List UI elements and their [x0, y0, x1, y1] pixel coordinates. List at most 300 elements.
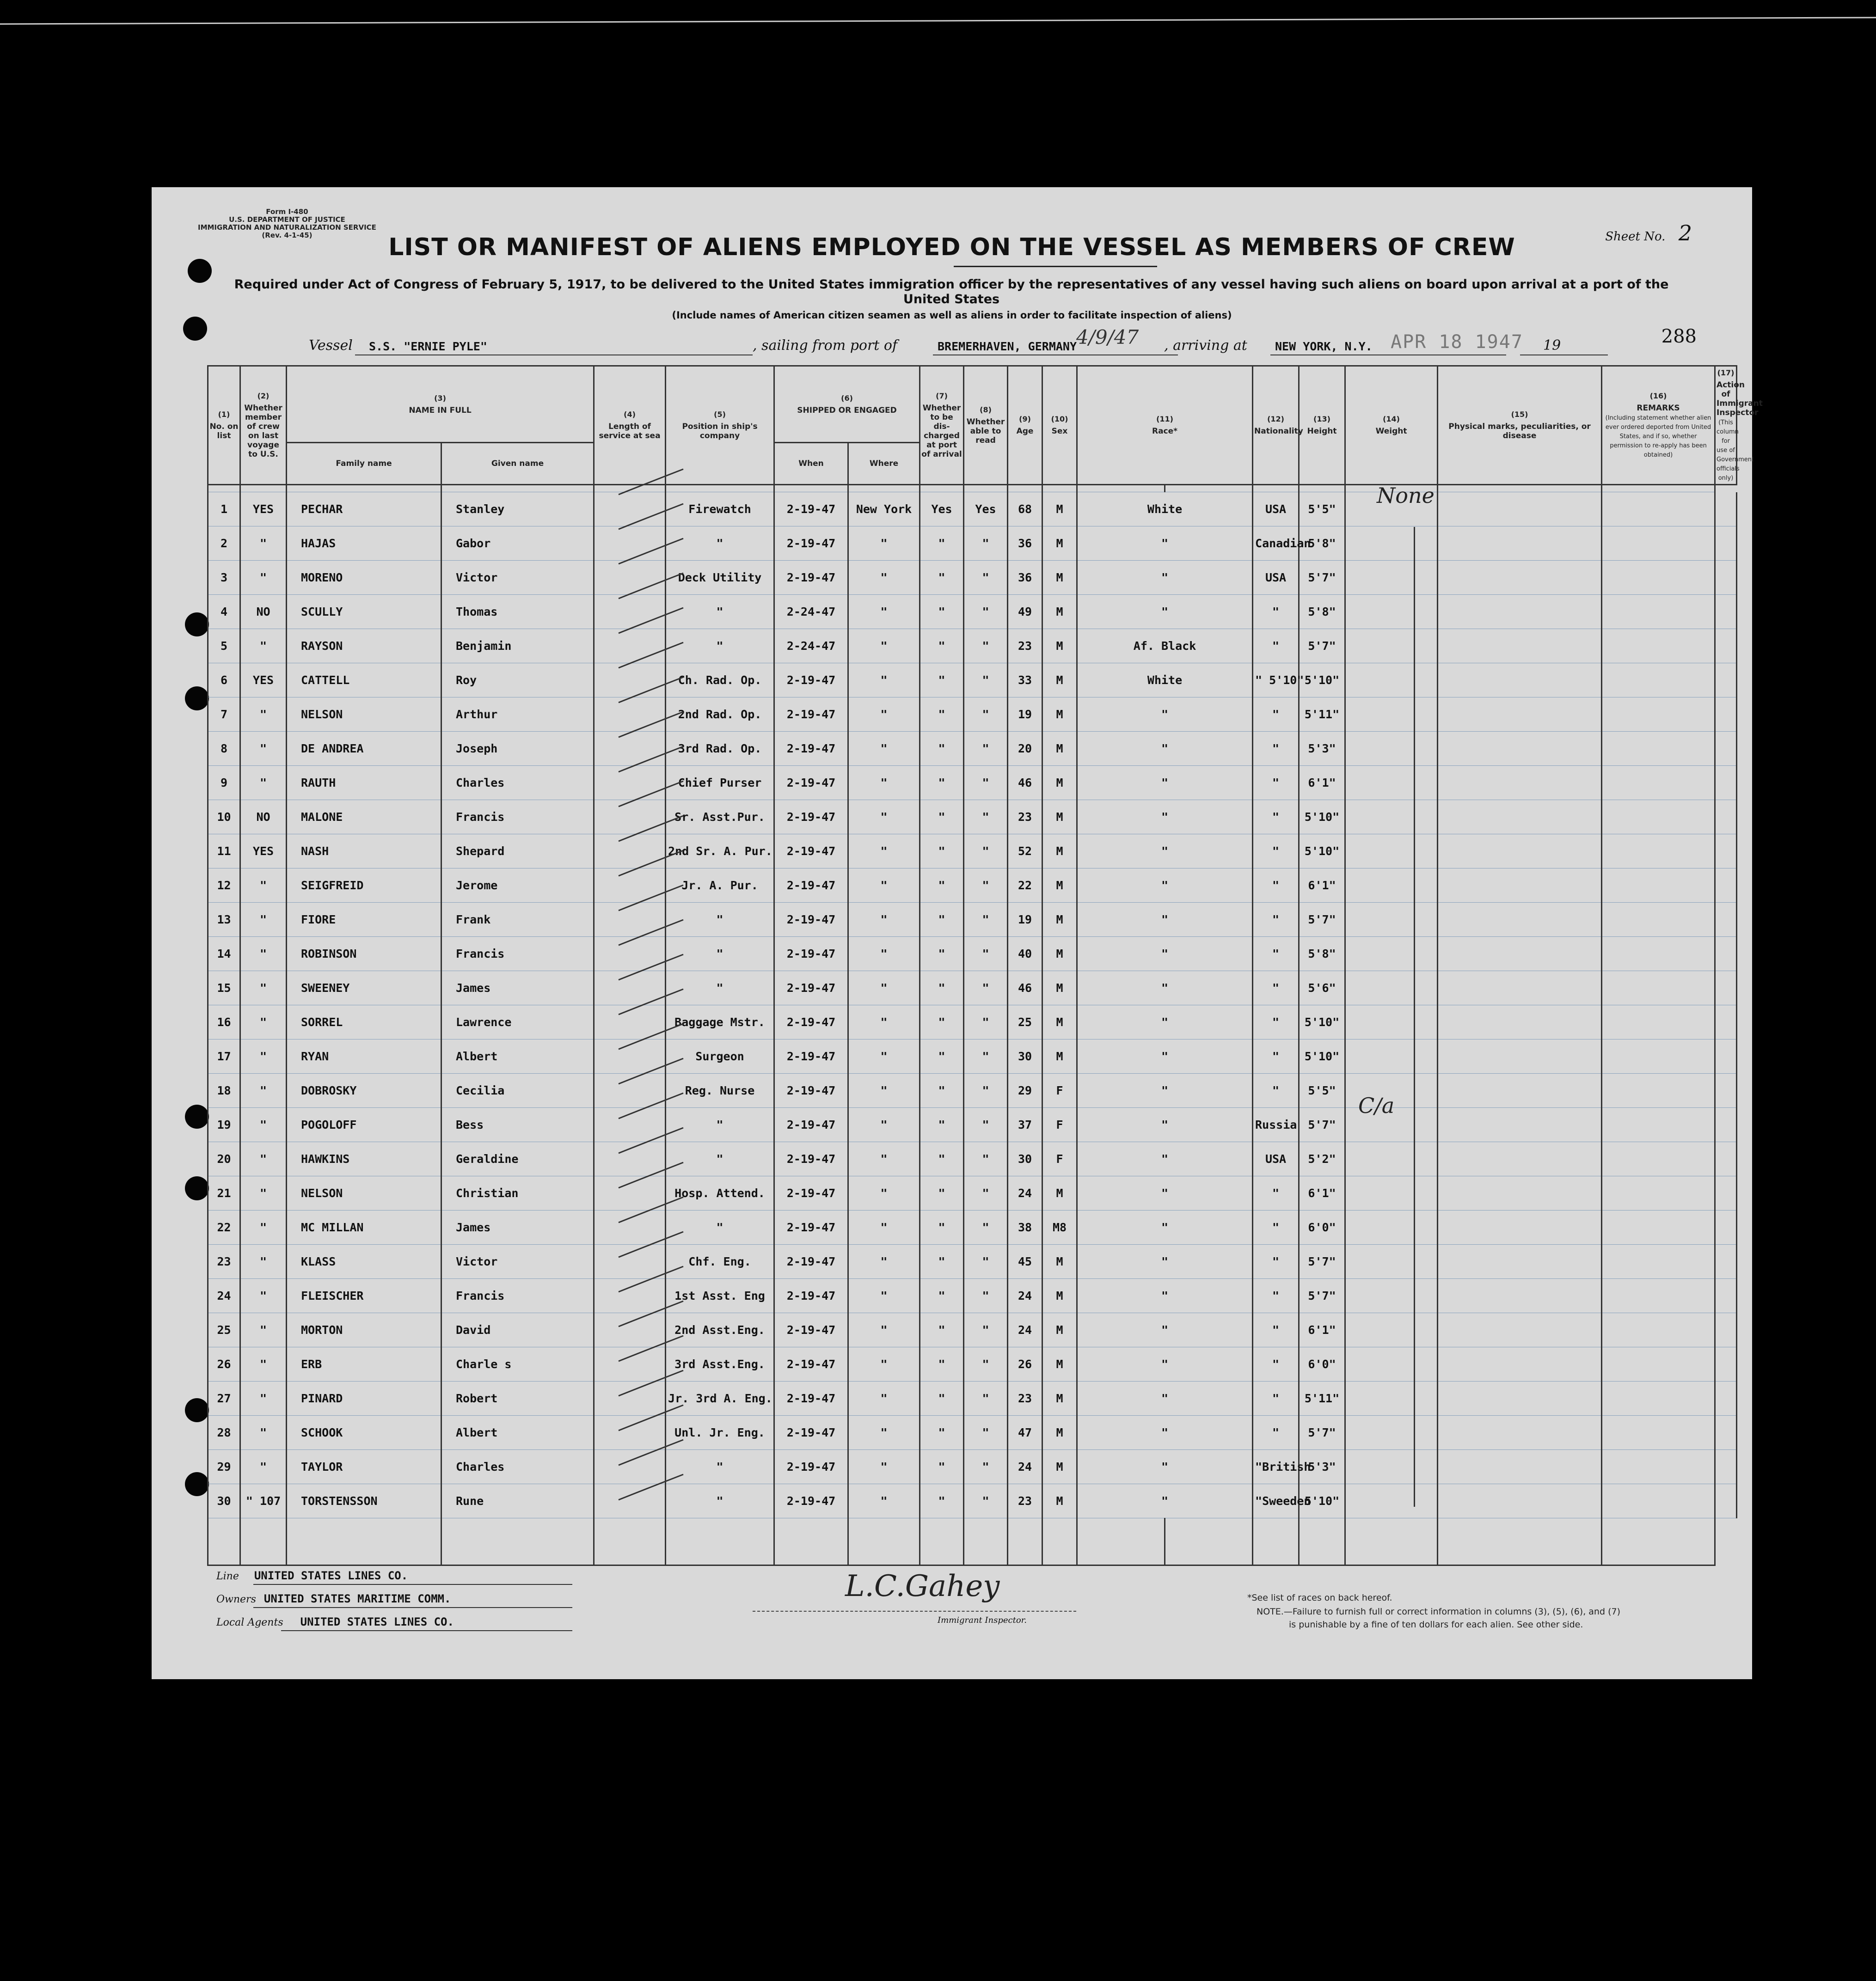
age-cell: 24: [1008, 1176, 1042, 1211]
height-cell: 5'2": [1299, 1142, 1345, 1176]
sex-cell: M: [1042, 697, 1077, 732]
vessel-name: S.S. "ERNIE PYLE": [369, 340, 487, 353]
given-name-cell: Victor: [441, 561, 594, 595]
blank-cell: [1253, 1518, 1299, 1565]
able-to-read-cell: ": [964, 1313, 1008, 1347]
blank-cell: [848, 1518, 920, 1565]
able-to-read-cell: ": [964, 1211, 1008, 1245]
family-name-cell: DOBROSKY: [287, 1074, 441, 1108]
previous-voyage-cell: ": [240, 1005, 287, 1039]
previous-voyage-cell: YES: [240, 663, 287, 697]
given-name-cell: Joseph: [441, 732, 594, 766]
previous-voyage-cell: ": [240, 1245, 287, 1279]
nationality-cell: "Sweeden: [1253, 1484, 1299, 1518]
blank-cell: [1299, 1518, 1345, 1565]
previous-voyage-cell: ": [240, 1382, 287, 1416]
inspector-action-cell: [1715, 1484, 1737, 1518]
row-number-cell: 22: [208, 1211, 240, 1245]
service-stroke: [619, 989, 683, 1015]
position-cell: Surgeon: [666, 1039, 774, 1074]
weight-cell: [1345, 526, 1438, 561]
sex-cell: M: [1042, 1176, 1077, 1211]
physical-marks-cell: [1438, 1382, 1602, 1416]
able-to-read-cell: ": [964, 1005, 1008, 1039]
physical-marks-cell: [1438, 1039, 1602, 1074]
sailing-date: 4/9/47: [1076, 326, 1139, 349]
family-name-cell: RAYSON: [287, 629, 441, 663]
race-cell: ": [1077, 1039, 1253, 1074]
service-stroke: [619, 504, 683, 529]
height-cell: 5'8": [1299, 595, 1345, 629]
length-of-service-strokes: [614, 460, 688, 1532]
physical-marks-cell: [1438, 971, 1602, 1005]
agents-label: Local Agents: [216, 1617, 283, 1628]
title-underline: [954, 266, 1157, 267]
sex-cell: M: [1042, 903, 1077, 937]
service-stroke: [619, 1232, 683, 1257]
able-to-read-cell: ": [964, 663, 1008, 697]
family-name-cell: SWEENEY: [287, 971, 441, 1005]
nationality-cell: ": [1253, 1313, 1299, 1347]
table-row: [208, 1039, 1737, 1074]
remarks-cell: [1602, 937, 1715, 971]
arrival-date-stamp: APR 18 1947: [1391, 331, 1523, 353]
given-name-cell: Arthur: [441, 697, 594, 732]
age-cell: 40: [1008, 937, 1042, 971]
height-cell: 5'10": [1299, 834, 1345, 868]
nationality-cell: USA: [1253, 1142, 1299, 1176]
blank-cell: [920, 1518, 964, 1565]
age-cell: 36: [1008, 526, 1042, 561]
given-name-cell: Jerome: [441, 868, 594, 903]
row-number-cell: 4: [208, 595, 240, 629]
able-to-read-cell: ": [964, 561, 1008, 595]
remarks-cell: [1602, 800, 1715, 834]
remarks-cell: [1602, 868, 1715, 903]
sex-cell: M8: [1042, 1211, 1077, 1245]
service-stroke: [619, 1405, 683, 1431]
race-cell: ": [1077, 1176, 1253, 1211]
table-row: [208, 1313, 1737, 1347]
previous-voyage-cell: ": [240, 1142, 287, 1176]
blank-cell: [1438, 1518, 1602, 1565]
service-stroke: [619, 1336, 683, 1361]
height-cell: 5'7": [1299, 1108, 1345, 1142]
shipped-where-cell: ": [848, 971, 920, 1005]
inspector-label: Immigrant Inspector.: [938, 1615, 1027, 1625]
age-cell: 38: [1008, 1211, 1042, 1245]
position-cell: ": [666, 1108, 774, 1142]
able-to-read-cell: ": [964, 1176, 1008, 1211]
position-cell: Firewatch: [666, 492, 774, 526]
position-cell: 2nd Asst.Eng.: [666, 1313, 774, 1347]
given-name-cell: Charles: [441, 1450, 594, 1484]
header-physical-marks: (15) Physical marks, peculiarities, or disease: [1438, 366, 1602, 485]
race-cell: ": [1077, 800, 1253, 834]
able-to-read-cell: ": [964, 971, 1008, 1005]
age-cell: 23: [1008, 629, 1042, 663]
able-to-read-cell: ": [964, 595, 1008, 629]
table-row: [208, 526, 1737, 561]
agents-field: [216, 1615, 454, 1628]
blank-cell: [1008, 1518, 1042, 1565]
spacer-cell: [964, 485, 1008, 492]
shipped-where-cell: ": [848, 1176, 920, 1211]
previous-voyage-cell: " 107: [240, 1484, 287, 1518]
race-cell: ": [1077, 1450, 1253, 1484]
able-to-read-cell: ": [964, 732, 1008, 766]
sex-cell: M: [1042, 663, 1077, 697]
inspector-action-cell: [1715, 766, 1737, 800]
inspector-action-cell: [1715, 937, 1737, 971]
family-name-cell: MORENO: [287, 561, 441, 595]
family-name-cell: SEIGFREID: [287, 868, 441, 903]
inspector-action-cell: [1715, 1074, 1737, 1108]
able-to-read-cell: ": [964, 1279, 1008, 1313]
height-cell: 6'1": [1299, 766, 1345, 800]
family-name-cell: TAYLOR: [287, 1450, 441, 1484]
age-cell: 46: [1008, 766, 1042, 800]
shipped-where-cell: ": [848, 766, 920, 800]
row-number-cell: 28: [208, 1416, 240, 1450]
row-number-cell: 23: [208, 1245, 240, 1279]
table-row: [208, 766, 1737, 800]
inspector-action-cell: [1715, 1313, 1737, 1347]
penalty-note: NOTE.—Failure to furnish full or correct information in columns (3), (5), (6), and (7): [1257, 1607, 1620, 1617]
shipped-where-cell: ": [848, 1074, 920, 1108]
spacer-cell: [848, 485, 920, 492]
service-stroke: [619, 954, 683, 980]
scan-edge-line: [0, 0, 1876, 28]
row-number-cell: 27: [208, 1382, 240, 1416]
service-stroke: [619, 816, 683, 841]
given-name-cell: Charles: [441, 766, 594, 800]
table-row: [208, 697, 1737, 732]
service-stroke: [619, 469, 683, 495]
blank-row: [208, 1518, 1737, 1565]
age-cell: 45: [1008, 1245, 1042, 1279]
race-cell: ": [1077, 595, 1253, 629]
nationality-cell: Canadian: [1253, 526, 1299, 561]
nationality-cell: ": [1253, 971, 1299, 1005]
race-cell: ": [1077, 1211, 1253, 1245]
blank-cell: [240, 1518, 287, 1565]
given-name-cell: Stanley: [441, 492, 594, 526]
shipped-date-cell: 2-19-47: [774, 697, 848, 732]
table-row: [208, 1382, 1737, 1416]
inspector-action-cell: [1715, 1279, 1737, 1313]
age-cell: 20: [1008, 732, 1042, 766]
given-name-cell: Robert: [441, 1382, 594, 1416]
service-stroke: [619, 712, 683, 737]
physical-marks-cell: [1438, 1279, 1602, 1313]
given-name-cell: Shepard: [441, 834, 594, 868]
physical-marks-cell: [1438, 561, 1602, 595]
spacer-cell: [920, 485, 964, 492]
remarks-cell: [1602, 561, 1715, 595]
blank-cell: [1077, 1518, 1165, 1565]
previous-voyage-cell: ": [240, 697, 287, 732]
spacer-cell: [1077, 485, 1165, 492]
age-cell: 68: [1008, 492, 1042, 526]
family-name-cell: MALONE: [287, 800, 441, 834]
able-to-read-cell: ": [964, 937, 1008, 971]
spacer-cell: [240, 485, 287, 492]
weight-cell: [1345, 1211, 1438, 1245]
race-cell: ": [1077, 526, 1253, 561]
service-stroke: [619, 642, 683, 668]
race-cell: White: [1077, 663, 1253, 697]
family-name-cell: RAUTH: [287, 766, 441, 800]
spacer-cell: [1253, 485, 1299, 492]
inspector-action-cell: [1715, 663, 1737, 697]
row-number-cell: 18: [208, 1074, 240, 1108]
table-row: [208, 1074, 1737, 1108]
blank-cell: [964, 1518, 1008, 1565]
table-row: [208, 561, 1737, 595]
weight-cell: [1345, 1347, 1438, 1382]
given-name-cell: Victor: [441, 1245, 594, 1279]
inspector-action-cell: [1715, 1211, 1737, 1245]
weight-cell: [1345, 1382, 1438, 1416]
race-cell: ": [1077, 1005, 1253, 1039]
manifest-body: [208, 485, 1737, 1565]
shipped-where-cell: ": [848, 1108, 920, 1142]
weight-cell: [1345, 561, 1438, 595]
vessel-label: Vessel: [309, 337, 353, 354]
shipped-date-cell: 2-19-47: [774, 1279, 848, 1313]
previous-voyage-cell: YES: [240, 834, 287, 868]
service-stroke: [619, 1266, 683, 1292]
table-row: [208, 868, 1737, 903]
remarks-cell: [1602, 1450, 1715, 1484]
to-be-discharged-cell: ": [920, 971, 964, 1005]
table-row: [208, 732, 1737, 766]
header-shipped-engaged: (6) SHIPPED OR ENGAGED: [774, 366, 920, 443]
race-cell: ": [1077, 697, 1253, 732]
table-row: [208, 1176, 1737, 1211]
shipped-date-cell: 2-19-47: [774, 526, 848, 561]
inspector-action-cell: [1715, 1108, 1737, 1142]
service-stroke: [619, 920, 683, 945]
able-to-read-cell: ": [964, 800, 1008, 834]
header-no-on-list: (1) No. on list: [208, 366, 240, 485]
age-cell: 19: [1008, 697, 1042, 732]
shipped-date-cell: 2-19-47: [774, 1176, 848, 1211]
position-cell: ": [666, 1211, 774, 1245]
blank-cell: [1165, 1518, 1253, 1565]
position-cell: Ch. Rad. Op.: [666, 663, 774, 697]
service-stroke: [619, 677, 683, 703]
service-stroke: [619, 1370, 683, 1396]
table-row: [208, 971, 1737, 1005]
race-cell: ": [1077, 1347, 1253, 1382]
table-row: [208, 1484, 1737, 1518]
nationality-cell: ": [1253, 903, 1299, 937]
to-be-discharged-cell: ": [920, 937, 964, 971]
nationality-cell: "British: [1253, 1450, 1299, 1484]
race-cell: ": [1077, 903, 1253, 937]
remarks-cell: [1602, 1142, 1715, 1176]
sailing-label: , sailing from port of: [753, 337, 898, 354]
row-number-cell: 25: [208, 1313, 240, 1347]
weight-cell: [1345, 595, 1438, 629]
given-name-cell: Francis: [441, 937, 594, 971]
inspector-action-cell: [1715, 595, 1737, 629]
shipped-where-cell: ": [848, 1142, 920, 1176]
shipped-date-cell: 2-19-47: [774, 868, 848, 903]
able-to-read-cell: ": [964, 1108, 1008, 1142]
position-cell: ": [666, 903, 774, 937]
physical-marks-cell: [1438, 1484, 1602, 1518]
position-cell: 3rd Rad. Op.: [666, 732, 774, 766]
shipped-where-cell: ": [848, 1245, 920, 1279]
able-to-read-cell: ": [964, 1347, 1008, 1382]
sailing-port: BREMERHAVEN, GERMANY: [938, 340, 1077, 353]
position-cell: ": [666, 971, 774, 1005]
able-to-read-cell: Yes: [964, 492, 1008, 526]
given-name-cell: Bess: [441, 1108, 594, 1142]
punch-hole: [188, 259, 212, 283]
height-cell: 6'1": [1299, 1313, 1345, 1347]
shipped-date-cell: 2-19-47: [774, 492, 848, 526]
to-be-discharged-cell: ": [920, 1211, 964, 1245]
weight-cell: [1345, 937, 1438, 971]
remarks-cell: [1602, 766, 1715, 800]
race-cell: White: [1077, 492, 1253, 526]
height-cell: 6'0": [1299, 1347, 1345, 1382]
service-stroke: [619, 1301, 683, 1327]
shipped-where-cell: ": [848, 1450, 920, 1484]
physical-marks-cell: [1438, 800, 1602, 834]
family-name-cell: FLEISCHER: [287, 1279, 441, 1313]
previous-voyage-cell: ": [240, 1211, 287, 1245]
sheet-number-value: 2: [1678, 220, 1692, 245]
to-be-discharged-cell: ": [920, 834, 964, 868]
position-cell: ": [666, 629, 774, 663]
previous-voyage-cell: ": [240, 971, 287, 1005]
inspector-signature: L.C.Gahey: [845, 1569, 1000, 1603]
header-name-in-full: (3) NAME IN FULL: [287, 366, 594, 443]
sex-cell: M: [1042, 1245, 1077, 1279]
service-stroke: [619, 608, 683, 633]
header-height: (13) Height: [1299, 366, 1345, 485]
table-row: [208, 1245, 1737, 1279]
age-cell: 19: [1008, 903, 1042, 937]
shipped-date-cell: 2-19-47: [774, 1039, 848, 1074]
to-be-discharged-cell: ": [920, 663, 964, 697]
physical-marks-cell: [1438, 1211, 1602, 1245]
penalty-note-cont: is punishable by a fine of ten dollars for each alien. See other side.: [1289, 1620, 1583, 1630]
height-cell: 6'0": [1299, 1211, 1345, 1245]
able-to-read-cell: ": [964, 1039, 1008, 1074]
physical-marks-cell: [1438, 1416, 1602, 1450]
row-number-cell: 16: [208, 1005, 240, 1039]
nationality-cell: ": [1253, 834, 1299, 868]
weight-cell: [1345, 834, 1438, 868]
able-to-read-cell: ": [964, 1382, 1008, 1416]
to-be-discharged-cell: ": [920, 1382, 964, 1416]
shipped-where-cell: ": [848, 1005, 920, 1039]
header-length-of-service: (4) Length of service at sea: [594, 366, 666, 485]
shipped-where-cell: ": [848, 561, 920, 595]
given-name-cell: Benjamin: [441, 629, 594, 663]
line-underline: [253, 1584, 572, 1585]
age-cell: 23: [1008, 1484, 1042, 1518]
physical-marks-cell: [1438, 1245, 1602, 1279]
to-be-discharged-cell: ": [920, 1279, 964, 1313]
page-number: 288: [1661, 326, 1697, 347]
given-name-cell: Cecilia: [441, 1074, 594, 1108]
nationality-cell: USA: [1253, 492, 1299, 526]
family-name-cell: NELSON: [287, 1176, 441, 1211]
service-stroke: [619, 1093, 683, 1119]
to-be-discharged-cell: ": [920, 1108, 964, 1142]
arriving-label: , arriving at: [1164, 337, 1247, 354]
sex-cell: M: [1042, 1450, 1077, 1484]
race-cell: ": [1077, 1416, 1253, 1450]
remarks-cell: [1602, 526, 1715, 561]
position-cell: Chf. Eng.: [666, 1245, 774, 1279]
family-name-cell: PECHAR: [287, 492, 441, 526]
shipped-where-cell: ": [848, 1279, 920, 1313]
height-cell: 5'10": [1299, 1039, 1345, 1074]
table-row: [208, 629, 1737, 663]
physical-marks-cell: [1438, 903, 1602, 937]
height-cell: 5'11": [1299, 1382, 1345, 1416]
spacer-cell: [774, 485, 848, 492]
inspector-action-cell: [1715, 1142, 1737, 1176]
physical-marks-cell: [1438, 526, 1602, 561]
table-row: [208, 1416, 1737, 1450]
race-cell: ": [1077, 971, 1253, 1005]
header-remarks: (16) REMARKS (Including statement whether alien ever ordered deported from United States, and if so, whether permission to re-apply has been obtained): [1602, 366, 1715, 485]
nationality-cell: ": [1253, 1347, 1299, 1382]
race-cell: ": [1077, 1108, 1253, 1142]
given-name-cell: Albert: [441, 1039, 594, 1074]
inspector-action-cell: [1715, 903, 1737, 937]
nationality-cell: ": [1253, 1039, 1299, 1074]
remarks-cell: [1602, 663, 1715, 697]
previous-voyage-cell: ": [240, 1279, 287, 1313]
given-name-cell: Christian: [441, 1176, 594, 1211]
shipped-where-cell: ": [848, 1039, 920, 1074]
race-cell: Af. Black: [1077, 629, 1253, 663]
service-stroke: [619, 1440, 683, 1465]
include-note: (Include names of American citizen seamen as well as aliens in order to facilitate inspection of aliens): [672, 310, 1232, 321]
remarks-cell: [1602, 834, 1715, 868]
to-be-discharged-cell: ": [920, 1142, 964, 1176]
age-cell: 29: [1008, 1074, 1042, 1108]
sex-cell: M: [1042, 1416, 1077, 1450]
inspector-action-cell: [1715, 732, 1737, 766]
shipped-date-cell: 2-19-47: [774, 1313, 848, 1347]
service-stroke: [619, 538, 683, 564]
nationality-cell: ": [1253, 732, 1299, 766]
previous-voyage-cell: ": [240, 1313, 287, 1347]
age-cell: 30: [1008, 1039, 1042, 1074]
nationality-cell: ": [1253, 1416, 1299, 1450]
inspector-action-cell: [1715, 1416, 1737, 1450]
able-to-read-cell: ": [964, 1484, 1008, 1518]
nationality-cell: ": [1253, 697, 1299, 732]
form-revision: (Rev. 4-1-45): [262, 231, 313, 239]
weight-cell: [1345, 1245, 1438, 1279]
shipped-date-cell: 2-19-47: [774, 800, 848, 834]
row-number-cell: 9: [208, 766, 240, 800]
height-cell: 5'11": [1299, 697, 1345, 732]
table-row: [208, 834, 1737, 868]
